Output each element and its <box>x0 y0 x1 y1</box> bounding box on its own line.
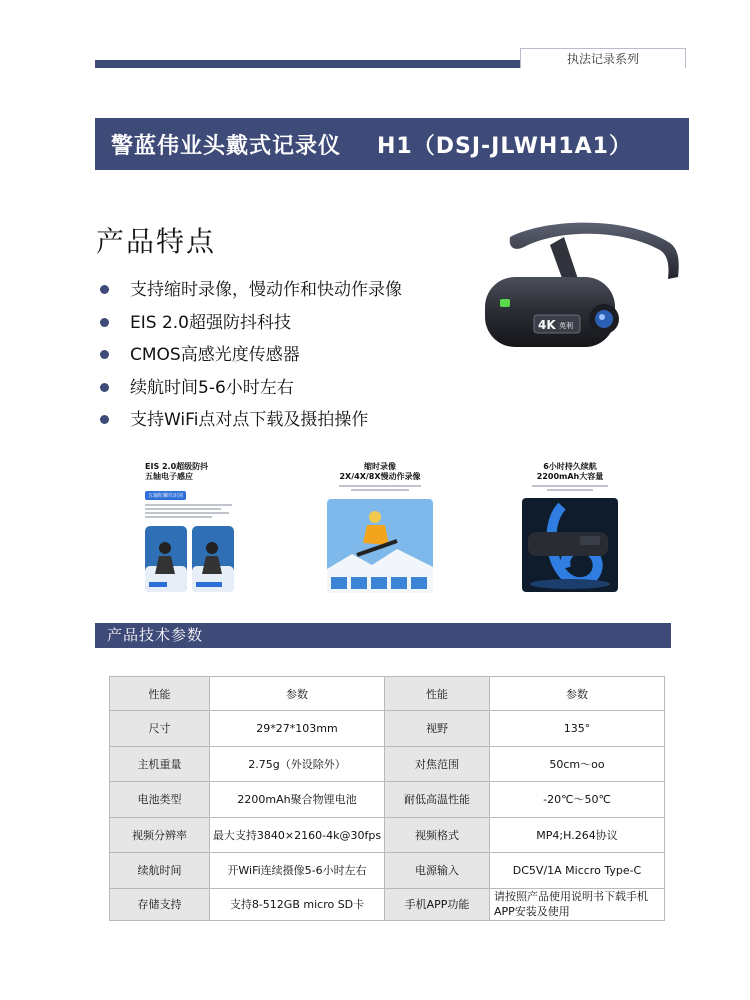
table-row <box>110 888 665 920</box>
param-value: 135° <box>490 711 665 747</box>
param-value: -20℃～50℃ <box>490 782 665 818</box>
header-accent-bar <box>95 60 543 68</box>
param-value: 2.75g（外设除外） <box>210 746 385 782</box>
param-value: 最大支持3840×2160-4k@30fps <box>210 817 385 853</box>
product-camera-image <box>480 215 690 365</box>
param-value: 50cm～oo <box>490 746 665 782</box>
feature-item: EIS 2.0超强防抖科技 <box>100 309 402 342</box>
promo-tag: 五轴陀螺仪识别 <box>145 491 186 500</box>
param-label: 电池类型 <box>110 782 210 818</box>
param-label: 视频分辨率 <box>110 817 210 853</box>
param-value: 开WiFi连续摄像5-6小时左右 <box>210 853 385 889</box>
param-label: 尺寸 <box>110 711 210 747</box>
table-row <box>110 711 665 747</box>
param-label: 主机重量 <box>110 746 210 782</box>
feature-item: CMOS高感光度传感器 <box>100 341 402 374</box>
params-table <box>109 676 665 921</box>
param-value: 2200mAh聚合物锂电池 <box>210 782 385 818</box>
title-banner <box>95 118 689 170</box>
feature-item: 支持缩时录像，慢动作和快动作录像 <box>100 276 402 309</box>
promo-title: 缩时录像 <box>364 462 396 471</box>
param-label: 耐低高温性能 <box>385 782 490 818</box>
camera-brand-tag: 英利 <box>559 322 573 330</box>
param-value: 请按照产品使用说明书下载手机APP安装及使用 <box>490 888 665 920</box>
promo-body-text <box>145 504 240 518</box>
promo-title: EIS 2.0超级防抖 <box>145 462 209 471</box>
promo-body-text <box>520 485 620 491</box>
feature-list <box>100 276 402 439</box>
param-label: 电源输入 <box>385 853 490 889</box>
column-header: 性能 <box>110 677 210 711</box>
param-label: 手机APP功能 <box>385 888 490 920</box>
table-row <box>110 853 665 889</box>
param-value: DC5V/1A Miccro Type-C <box>490 853 665 889</box>
table-row <box>110 817 665 853</box>
feature-item: 续航时间5-6小时左右 <box>100 374 402 407</box>
params-heading: 产品技术参数 <box>95 623 671 648</box>
param-label: 续航时间 <box>110 853 210 889</box>
param-value: 29*27*103mm <box>210 711 385 747</box>
series-label: 执法记录系列 <box>520 48 686 68</box>
promo-battery-image <box>522 498 618 592</box>
param-label: 视野 <box>385 711 490 747</box>
column-header: 参数 <box>490 677 665 711</box>
camera-4k-badge: 4K <box>538 318 556 332</box>
param-label: 对焦范围 <box>385 746 490 782</box>
column-header: 性能 <box>385 677 490 711</box>
feature-item: 支持WiFi点对点下载及摄拍操作 <box>100 406 402 439</box>
promo-stabilization <box>145 462 240 596</box>
param-label: 视频格式 <box>385 817 490 853</box>
features-heading: 产品特点 <box>96 225 217 258</box>
table-header-row <box>110 677 665 711</box>
table-row <box>110 782 665 818</box>
promo-battery <box>520 462 620 596</box>
product-name: 警蓝伟业头戴式记录仪 <box>111 133 342 159</box>
column-header: 参数 <box>210 677 385 711</box>
promo-body-text <box>325 485 435 491</box>
promo-stabilization-image <box>145 526 237 592</box>
table-row <box>110 746 665 782</box>
param-value: 支持8-512GB micro SD卡 <box>210 888 385 920</box>
product-model: H1（DSJ-JLWH1A1） <box>377 133 632 159</box>
param-label: 存储支持 <box>110 888 210 920</box>
param-value: MP4;H.264协议 <box>490 817 665 853</box>
promo-subtitle: 2X/4X/8X慢动作录像 <box>339 472 421 481</box>
promo-title: 6小时持久续航 <box>543 462 597 471</box>
promo-timelapse <box>325 462 435 597</box>
promo-subtitle: 2200mAh大容量 <box>536 472 604 481</box>
promo-skier-image <box>327 499 433 593</box>
promo-subtitle: 五轴电子感应 <box>145 472 193 481</box>
